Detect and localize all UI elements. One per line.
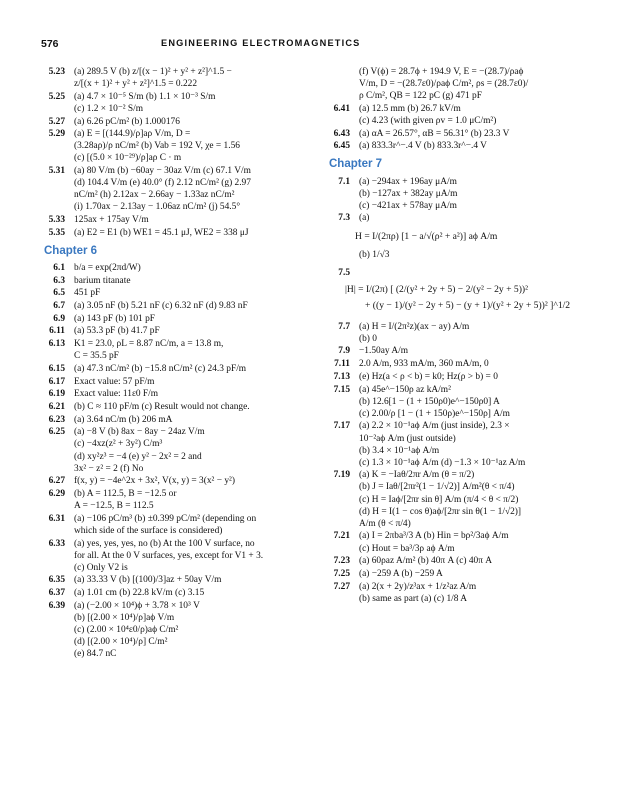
equation-7-5-line2: + ((y − 1)/(y² − 2y + 5) − (y + 1)/(y² + 2y + 5))² ]^1/2 [365,299,571,311]
ch6-entry [30,338,305,362]
ch7b-entry [315,384,590,420]
problem-number: 6.7 [53,301,65,312]
problem-number: 5.31 [48,166,65,177]
answer-text: (a) −294ax + 196ay μA/m (b) −127ax + 382ay μA/m (c) −421ax + 578ay μA/m [359,176,458,211]
answer-text: (a) 4.7 × 10⁻⁵ S/m (b) 1.1 × 10⁻³ S/m (c) 1.2 × 10⁻² S/m [74,91,216,114]
answer-text: (e) Hz(a < ρ < b) = k0; Hz(ρ > b) = 0 [359,371,498,382]
ch7b-entry [315,568,590,580]
ch6b-entry [315,128,590,140]
problem-number: 6.25 [48,427,65,438]
answer-text: (a) yes, yes, yes, no (b) At the 100 V surface, no for all. At the 0 V surfaces, yes, except for V1 + 3. (c) Only V2 is [74,538,264,573]
problem-number: 7.7 [338,321,350,332]
problem-number: 7.11 [334,359,350,370]
problem-number: 6.23 [48,414,65,425]
problem-number: 5.25 [48,91,65,102]
answer-text: (a) 60ρaz A/m² (b) 40π A (c) 40π A [359,556,493,567]
problem-number: 6.45 [333,141,350,152]
ch6-entry [30,426,305,474]
answer-text: (b) C ≈ 110 pF/m (c) Result would not change. [74,401,250,412]
problem-number: 7.25 [333,568,350,579]
answer-text: (a) H = I/(2π²z)(ax − ay) A/m (b) 0 [359,321,470,344]
problem-number: 7.19 [333,470,350,481]
chapter-7-heading: Chapter 7 [329,158,383,171]
ch5-entry [30,116,305,128]
ch6-entry [30,513,305,537]
answer-text: −1.50ay A/m [359,346,409,357]
answer-text: (a) 2.2 × 10⁻¹aϕ A/m (just inside), 2.3 × 10⁻²aϕ A/m (just outside) (b) 3.4 × 10⁻¹aϕ A/m (c) 1.3 × 10⁻¹aϕ A/m (d) −1.3 × 10⁻¹az A/m [359,421,526,468]
ch5-entry [30,128,305,164]
answer-7-3b: (b) 1/√3 [359,249,390,260]
ch6-entry [30,488,305,512]
answer-text: 125ax + 175ay V/m [74,215,149,226]
ch6-entry [30,363,305,375]
chapter-6-heading: Chapter 6 [44,244,98,257]
problem-number: 7.3 [338,213,350,224]
ch7b-entry [315,358,590,370]
problem-number: 7.15 [333,384,350,395]
ch7b-entry [315,555,590,567]
answer-text: (a) 12.5 mm (b) 26.7 kV/m (c) 4.23 (with given ρv = 1.0 μC/m²) [359,103,497,126]
equation-7-5-line1: |H| = I/(2π) [ (2/(y² + 2y + 5) − 2/(y² − 2y + 5))² [345,283,528,295]
problem-number: 7.21 [333,531,350,542]
answer-text: (a) 1.01 cm (b) 22.8 kV/m (c) 3.15 [74,588,205,599]
ch6-entry [30,587,305,599]
answer-text: (a) 143 pF (b) 101 pF [74,313,155,324]
problem-number: 5.27 [48,116,65,127]
problem-number: 6.27 [48,476,65,487]
answer-text: K1 = 23.0, ρL = 8.87 nC/m, a = 13.8 m, C = 35.5 pF [74,339,224,362]
answer-text: 2.0 A/m, 933 mA/m, 360 mA/m, 0 [359,359,489,370]
ch7b-entry [315,581,590,605]
answer-text: (f) V(ϕ) = 28.7ϕ + 194.9 V, E = −(28.7)/ρaϕ V/m, D = −(28.7ε0)/ρaϕ C/m², ρs = (28.7ε0)/ ρ C/m², QB = 122 pC (g) 471 pF [359,67,529,102]
problem-number: 7.27 [333,581,350,592]
answer-text: (a) [359,213,370,224]
ch6-entry [30,574,305,586]
ch6-entry [30,388,305,400]
problem-number: 6.43 [333,128,350,139]
answer-text: (a) −8 V (b) 8ax − 8ay − 24az V/m (c) −4xz(z² + 3y²) C/m³ (d) xy²z³ = −4 (e) y² − 2x² = 2 and 3x² − z² = 2 (f) No [74,427,205,474]
ch5-entry [30,91,305,115]
answer-text: (a) 833.3r^−.4 V (b) 833.3r^−.4 V [359,141,487,152]
ch5-entry [30,227,305,239]
problem-number: 6.21 [48,401,65,412]
ch6-entry [30,401,305,413]
answer-text: (a) 2(x + 2y)/z³ax + 1/z²az A/m (b) same as part (a) (c) 1/8 A [359,581,477,604]
answer-text: Exact value: 57 pF/m [74,376,155,387]
ch7b-entry [315,420,590,468]
problem-number: 6.3 [53,275,65,286]
problem-number: 7.13 [333,371,350,382]
ch6-entry [30,538,305,574]
problem-number: 6.1 [53,262,65,273]
answer-text: (b) A = 112.5, B = −12.5 or A = −12.5, B = 112.5 [74,488,177,512]
problem-number: 6.15 [48,363,65,374]
equation-7-3: H = I/(2πρ) [1 − a/√(ρ² + a²)] aϕ A/m [355,230,498,242]
problem-number: 5.23 [48,67,65,77]
answer-text: (a) (−2.00 × 10⁴)ϕ + 3.78 × 10³ V (b) [(2.00 × 10⁴)/ρ]aϕ V/m (c) (2.00 × 10⁴ε0/ρ)aϕ C/m² (d) [(2.00 × 10⁴)/ρ] C/m² (e) 84.7 nC [74,600,200,660]
ch6-entry [30,600,305,660]
answer-text: (a) K = −Iaθ/2πr A/m (θ = π/2) (b) J = Iaθ/[2πr²(1 − 1/√2)] A/m²(θ < π/4) (c) H = Iaϕ/[2πr sin θ] A/m (π/4 < θ < π/2) (d) H = I(1 − cos θ)aϕ/[2πr sin θ(1 − 1/√2)] A/m (θ < π/4) [359,470,522,529]
problem-number: 6.5 [53,288,65,299]
answer-text: (a) 3.64 nC/m (b) 206 mA [74,414,173,425]
answer-text: (a) −106 pC/m³ (b) ±0.399 pC/m² (depending on which side of the surface is considered) [74,513,257,536]
answer-text: (a) αA = 26.57°, αB = 56.31° (b) 23.3 V [359,128,510,139]
ch7b-entry [315,371,590,383]
answer-text: (a) 47.3 nC/m² (b) −15.8 nC/m² (c) 24.3 pF/m [74,363,247,374]
ch7b-entry [315,469,590,529]
left-column [30,66,305,661]
problem-number: 6.37 [48,588,65,599]
answer-text: barium titanate [74,275,131,286]
ch6-entry [30,325,305,337]
answer-text: (a) 80 V/m (b) −60ay − 30az V/m (c) 67.1 V/m (d) 104.4 V/m (e) 40.0° (f) 2.12 nC/m² (g) 2.97 nC/m² (h) 2.12ax − 2.66ay − 1.33az nC/m² (i) 1.70ax − 2.13ay − 1.06az nC/m² (j) 54.5° [74,166,251,213]
answer-text: 451 pF [74,288,101,299]
answer-text: (a) E2 = E1 (b) WE1 = 45.1 μJ, WE2 = 338 μJ [74,227,249,238]
answer-text: (a) 33.33 V (b) [(100)/3]az + 50ay V/m [74,575,222,586]
answer-text: (a) E = [(144.9)/ρ]aρ V/m, D = (3.28aρ)/ρ nC/m² (b) Vab = 192 V, χe = 1.56 (c) [(5.0 × 10⁻²⁹)/ρ]aρ C · m [74,129,240,164]
problem-number: 6.35 [48,575,65,586]
problem-number: 7.1 [338,176,350,187]
ch5-entry [30,66,305,90]
answer-text: f(x, y) = −4e^2x + 3x², V(x, y) = 3(x² − y²) [74,476,235,487]
problem-number: 6.17 [48,376,65,387]
problem-number: 5.29 [48,129,65,140]
answer-text: (a) 3.05 nF (b) 5.21 nF (c) 6.32 nF (d) 9.83 nF [74,301,248,312]
problem-number: 6.19 [48,389,65,400]
problem-number: 6.39 [48,600,65,611]
ch5-entry [30,214,305,226]
ch6-entry [30,313,305,325]
ch6-entry [30,300,305,312]
answer-7-5: 7.5 [338,267,350,278]
problem-number: 6.31 [48,513,65,524]
ch7b-entry [315,345,590,357]
answer-text: (a) I = 2πba³/3 A (b) Hin = bρ²/3aϕ A/m (c) Hout = ba³/3ρ aϕ A/m [359,531,509,554]
ch6-entry [30,376,305,388]
problem-number: 5.33 [48,215,65,226]
answer-text: (a) −259 A (b) −259 A [359,568,443,579]
page-header [41,38,586,52]
answer-text: Exact value: 11ε0 F/m [74,389,159,400]
ch6-entry [30,275,305,287]
answer-text: (a) 45e^−150ρ az kA/m² (b) 12.6[1 − (1 + 150ρ0)e^−150ρ0] A (c) 2.00/ρ [1 − (1 + 150ρ)e^−150ρ] A/m [359,384,510,419]
problem-number: 5.35 [48,227,65,238]
ch6-entry [30,262,305,274]
ch6-entry [30,414,305,426]
problem-number: 7.9 [338,346,350,357]
problem-number: 6.29 [48,488,65,499]
ch6-entry [30,287,305,299]
ch7b-entry [315,530,590,554]
problem-number: 6.9 [53,313,65,324]
ch6-entry [30,475,305,487]
ch7a-entry [315,176,590,212]
problem-number: 6.11 [49,326,65,337]
ch6b-entry [315,103,590,127]
answer-text: b/a = exp(2πd/W) [74,262,141,273]
answer-text: (a) 289.5 V (b) z/[(x − 1)² + y² + z²]^1.5 − z/[(x + 1)² + y² + z²]^1.5 = 0.222 [74,67,232,90]
ch7a-entry [315,212,590,224]
ch7b-entry [315,321,590,345]
page-number: 576 [41,38,59,50]
running-title: ENGINEERING ELECTROMAGNETICS [161,38,361,48]
problem-number: 6.13 [48,339,65,350]
problem-number: 7.23 [333,556,350,567]
ch5-entry [30,165,305,213]
right-column [315,66,590,605]
problem-number: 6.33 [48,538,65,549]
problem-number: 7.17 [333,421,350,432]
ch6b-entry [315,140,590,152]
problem-number: 6.41 [333,103,350,114]
ch6b-entry [315,66,590,102]
problem-number [315,66,359,102]
answer-text: (a) 53.3 pF (b) 41.7 pF [74,326,160,337]
answer-text: (a) 6.26 pC/m² (b) 1.000176 [74,116,180,127]
